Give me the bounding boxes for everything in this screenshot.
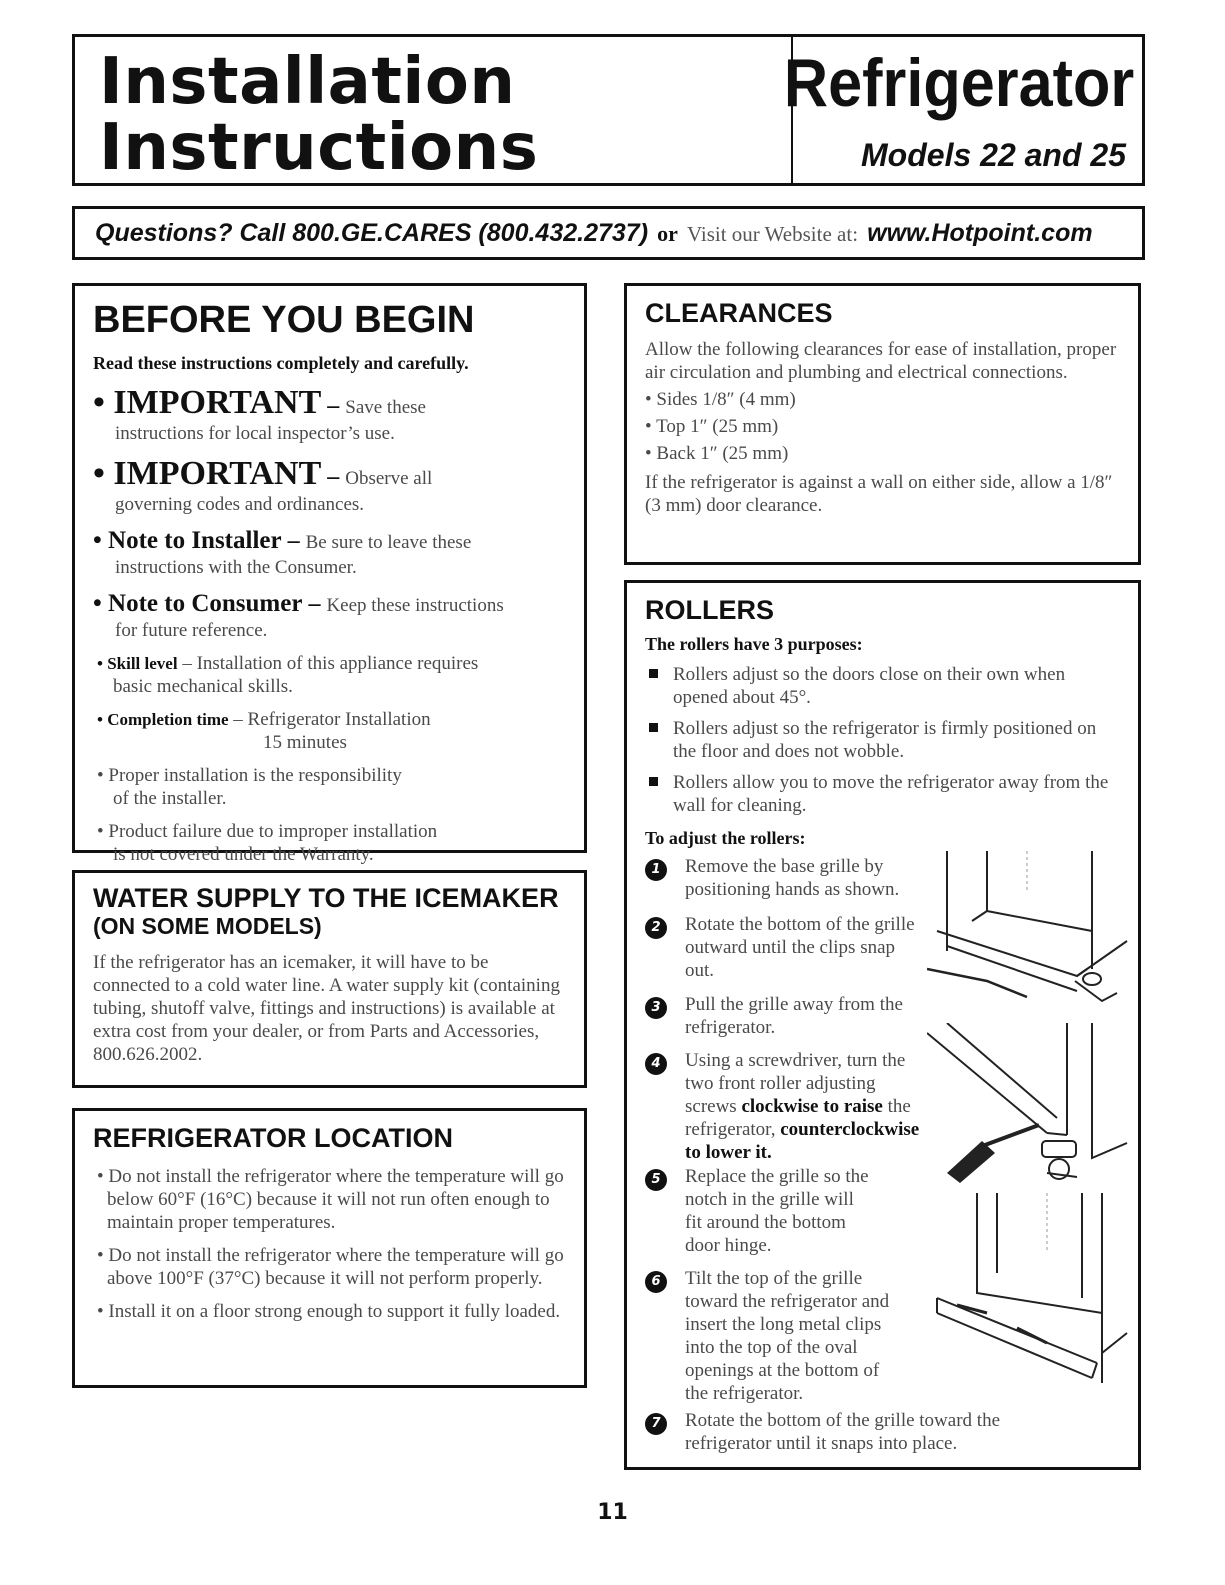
consumer-label: Note to Consumer [108, 590, 303, 617]
step-6: 6 Tilt the top of the grille toward the refrigerator and insert the long metal clips into the top of the oval openings at the bottom of the refrigerator. [645, 1267, 900, 1405]
remove-grille-illustration [927, 851, 1132, 1011]
clearances-intro: Allow the following clearances for ease of installation, proper air circulation and plumbing and electrical connections. [645, 339, 1117, 383]
list-item: • Do not install the refrigerator where the temperature will go above 100°F (37°C) because it will not perform properly. [97, 1245, 564, 1289]
proper-sub: of the installer. [113, 788, 227, 809]
product-name: Refrigerator [783, 45, 1134, 121]
step-number-icon: 5 [645, 1169, 667, 1191]
important-label: IMPORTANT [113, 455, 322, 492]
models-label: Models 22 and 25 [861, 137, 1126, 173]
square-bullet-icon [649, 669, 658, 678]
before-you-begin-section [72, 283, 587, 865]
rollers-intro: The rollers have 3 purposes: [645, 634, 863, 654]
completion-label: Completion time [107, 710, 229, 729]
skill-label: Skill level [107, 654, 178, 673]
contact-bar [72, 206, 1145, 260]
title-line-2: Instructions [99, 111, 539, 185]
square-bullet-icon [649, 777, 658, 786]
step-7: 7 Rotate the bottom of the grille toward the refrigerator until it snaps into place. [645, 1409, 1065, 1455]
completion-text: Refrigerator Installation [247, 709, 431, 730]
list-item: • Install it on a floor strong enough to support it fully loaded. [97, 1301, 561, 1322]
page-number: 11 [597, 1500, 628, 1525]
list-item: • Top 1″ (25 mm) [645, 416, 779, 437]
important-sub: governing codes and ordinances. [115, 494, 365, 515]
proper-installation-item: • Proper installation is the responsibility of the installer. [93, 764, 566, 810]
important-label: IMPORTANT [113, 384, 322, 421]
important-sub: instructions for local inspector’s use. [115, 423, 395, 444]
step-3: 3 Pull the grille away from the refrigerator. [645, 993, 925, 1039]
clearances-note: If the refrigerator is against a wall on either side, allow a 1/8″ (3 mm) door clearance. [645, 472, 1113, 516]
completion-sub: 15 minutes [263, 732, 347, 753]
skill-text: Installation of this appliance requires [196, 653, 479, 674]
header [72, 34, 1145, 186]
step-number-icon: 6 [645, 1271, 667, 1293]
adjust-roller-screwdriver-illustration [927, 1023, 1132, 1183]
list-item: • Back 1″ (25 mm) [645, 443, 789, 464]
section-title: ROLLERS [645, 595, 775, 625]
step-number-icon: 3 [645, 997, 667, 1019]
location-section [72, 1108, 587, 1388]
step-number-icon: 4 [645, 1053, 667, 1075]
list-item: • Do not install the refrigerator where the temperature will go below 60°F (16°C) because it will not run often enough to maintain proper temperatures. [97, 1166, 564, 1233]
adjust-title: To adjust the rollers: [645, 828, 806, 848]
installer-label: Note to Installer [108, 527, 282, 554]
section-title: CLEARANCES [645, 298, 833, 328]
rollers-section [624, 580, 1141, 1470]
step-2: 2 Rotate the bottom of the grille outward until the clips snap out. [645, 913, 925, 982]
list-item: Rollers allow you to move the refrigerator away from the wall for cleaning. [645, 771, 1120, 817]
water-supply-section [72, 870, 587, 1088]
step-1: 1 Remove the base grille by positioning hands as shown. [645, 855, 925, 901]
visit-text: Visit our Website at: [686, 222, 859, 246]
section-title: WATER SUPPLY TO THE ICEMAKER [93, 883, 559, 913]
step-4: 4 Using a screwdriver, turn the two front roller adjusting screws clockwise to raise the refrigerator, counterclockwise to lower it. [645, 1049, 925, 1164]
section-subtitle: (ON SOME MODELS) [93, 913, 322, 939]
section-title: BEFORE YOU BEGIN [93, 299, 475, 341]
intro-text: Read these instructions completely and carefully. [93, 353, 469, 373]
or-text: or [657, 221, 678, 246]
title-block [75, 37, 793, 183]
step-number-icon: 1 [645, 859, 667, 881]
failure-text: Product failure due to improper installation [108, 821, 438, 842]
important-text: Save these [345, 397, 426, 418]
product-failure-item: • Product failure due to improper installation is not covered under the Warranty. [93, 820, 566, 866]
note-to-consumer: • Note to Consumer – Keep these instructions for future reference. [93, 589, 566, 642]
failure-sub: is not covered under the Warranty. [113, 844, 374, 865]
step-number-icon: 2 [645, 917, 667, 939]
replace-grille-illustration [927, 1193, 1132, 1393]
completion-time-item: • Completion time – Refrigerator Installation 15 minutes [93, 708, 566, 754]
skill-level-item: • Skill level – Installation of this appliance requires basic mechanical skills. [93, 652, 566, 698]
important-text: Observe all [345, 468, 433, 489]
important-item-2: • IMPORTANT – Observe all governing codes and ordinances. [93, 455, 566, 516]
proper-text: Proper installation is the responsibility [108, 765, 402, 786]
step-5: 5 Replace the grille so the notch in the grille will fit around the bottom door hinge. [645, 1165, 875, 1257]
square-bullet-icon [649, 723, 658, 732]
clearances-section [624, 283, 1141, 565]
list-item: Rollers adjust so the doors close on their own when opened about 45°. [645, 663, 1120, 709]
section-title: REFRIGERATOR LOCATION [93, 1123, 453, 1153]
list-item: • Sides 1/8″ (4 mm) [645, 389, 796, 410]
step-number-icon: 7 [645, 1413, 667, 1435]
questions-phone: Questions? Call 800.GE.CARES (800.432.2737) [95, 219, 649, 247]
important-item-1: • IMPORTANT – Save these instructions for local inspector’s use. [93, 384, 566, 445]
consumer-text: Keep these instructions [326, 595, 504, 616]
list-item: Rollers adjust so the refrigerator is firmly positioned on the floor and does not wobble. [645, 717, 1120, 763]
note-to-installer: • Note to Installer – Be sure to leave these instructions with the Consumer. [93, 526, 566, 579]
installer-sub: instructions with the Consumer. [115, 557, 357, 578]
water-body: If the refrigerator has an icemaker, it will have to be connected to a cold water line. A water supply kit (containing tubing, shutoff valve, fittings and instructions) is available at extra cost from your dealer, or from Parts and Accessories, 800.626.2002. [93, 952, 560, 1065]
installer-text: Be sure to leave these [305, 532, 472, 553]
title-line-1: Installation [99, 45, 516, 119]
product-block [783, 37, 1142, 183]
skill-sub: basic mechanical skills. [113, 676, 293, 697]
website-link[interactable]: www.Hotpoint.com [867, 219, 1093, 247]
consumer-sub: for future reference. [115, 620, 268, 641]
